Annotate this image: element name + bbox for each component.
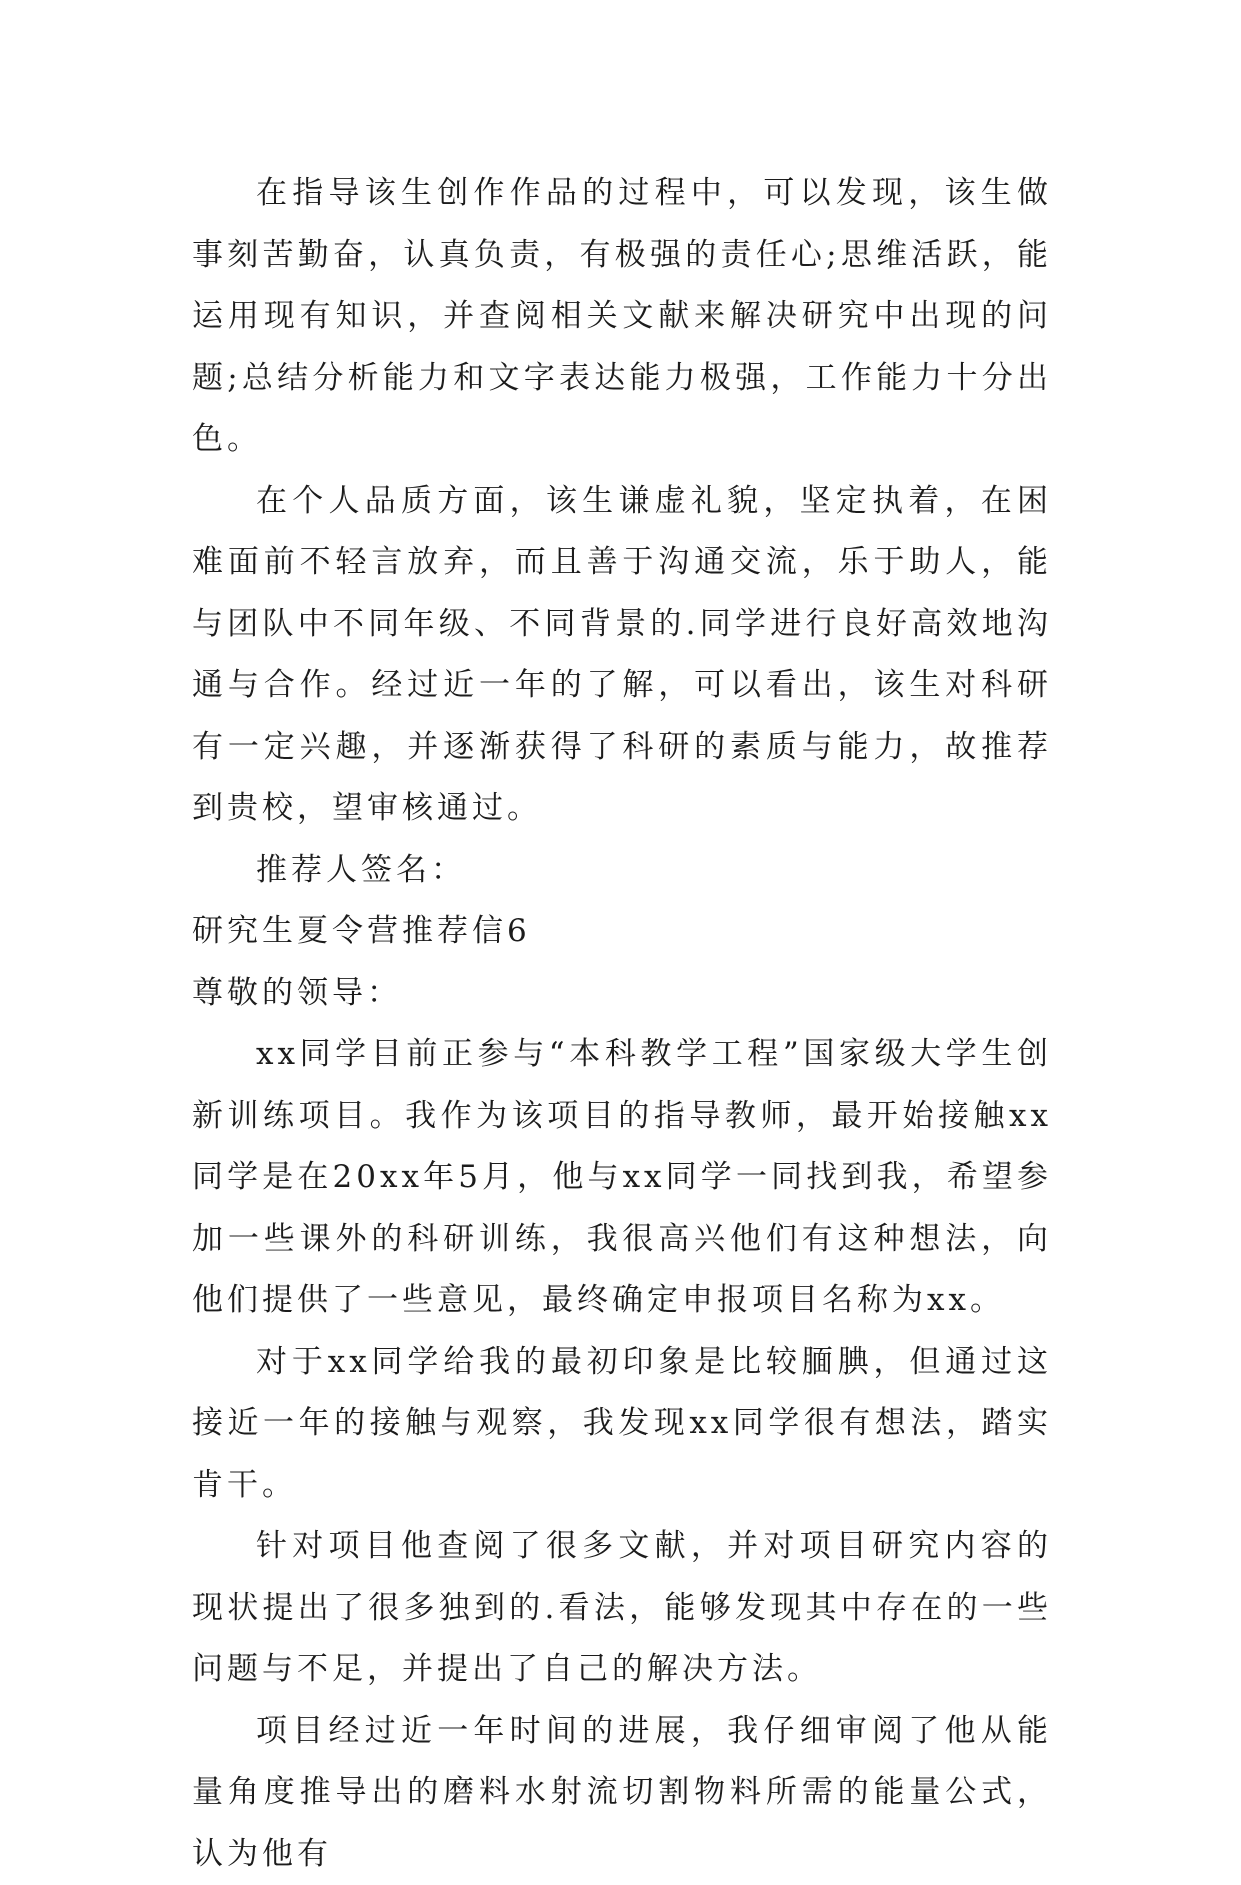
paragraph-first-impression: 对于xx同学给我的最初印象是比较腼腆，但通过这接近一年的接触与观察，我发现xx同学很有想法，踏实肯干。 — [192, 1332, 1052, 1517]
paragraph-guidance: 在指导该生创作作品的过程中，可以发现，该生做事刻苦勤奋，认真负责，有极强的责任心;思维活跃，能运用现有知识，并查阅相关文献来解决研究中出现的问题;总结分析能力和文字表达能力极强，工作能力十分出色。 — [192, 163, 1052, 471]
paragraph-project-progress: 项目经过近一年时间的进展，我仔细审阅了他从能量角度推导出的磨料水射流切割物料所需的能量公式，认为他有 — [192, 1701, 1052, 1885]
document-body — [192, 163, 1052, 1885]
salutation: 尊敬的领导： — [192, 963, 1052, 1025]
paragraph-project-intro: xx同学目前正参与“本科教学工程”国家级大学生创新训练项目。我作为该项目的指导教师，最开始接触xx同学是在20xx年5月，他与xx同学一同找到我，希望参加一些课外的科研训练，我很高兴他们有这种想法，向他们提供了一些意见，最终确定申报项目名称为xx。 — [192, 1024, 1052, 1332]
paragraph-literature-review: 针对项目他查阅了很多文献，并对项目研究内容的现状提出了很多独到的.看法，能够发现其中存在的一些问题与不足，并提出了自己的解决方法。 — [192, 1516, 1052, 1701]
signature-line: 推荐人签名： — [192, 840, 1052, 902]
paragraph-personal-quality: 在个人品质方面，该生谦虚礼貌，坚定执着，在困难面前不轻言放弃，而且善于沟通交流，乐于助人，能与团队中不同年级、不同背景的.同学进行良好高效地沟通与合作。经过近一年的了解，可以看出，该生对科研有一定兴趣，并逐渐获得了科研的素质与能力，故推荐到贵校，望审核通过。 — [192, 471, 1052, 840]
section-title: 研究生夏令营推荐信6 — [192, 901, 1052, 963]
